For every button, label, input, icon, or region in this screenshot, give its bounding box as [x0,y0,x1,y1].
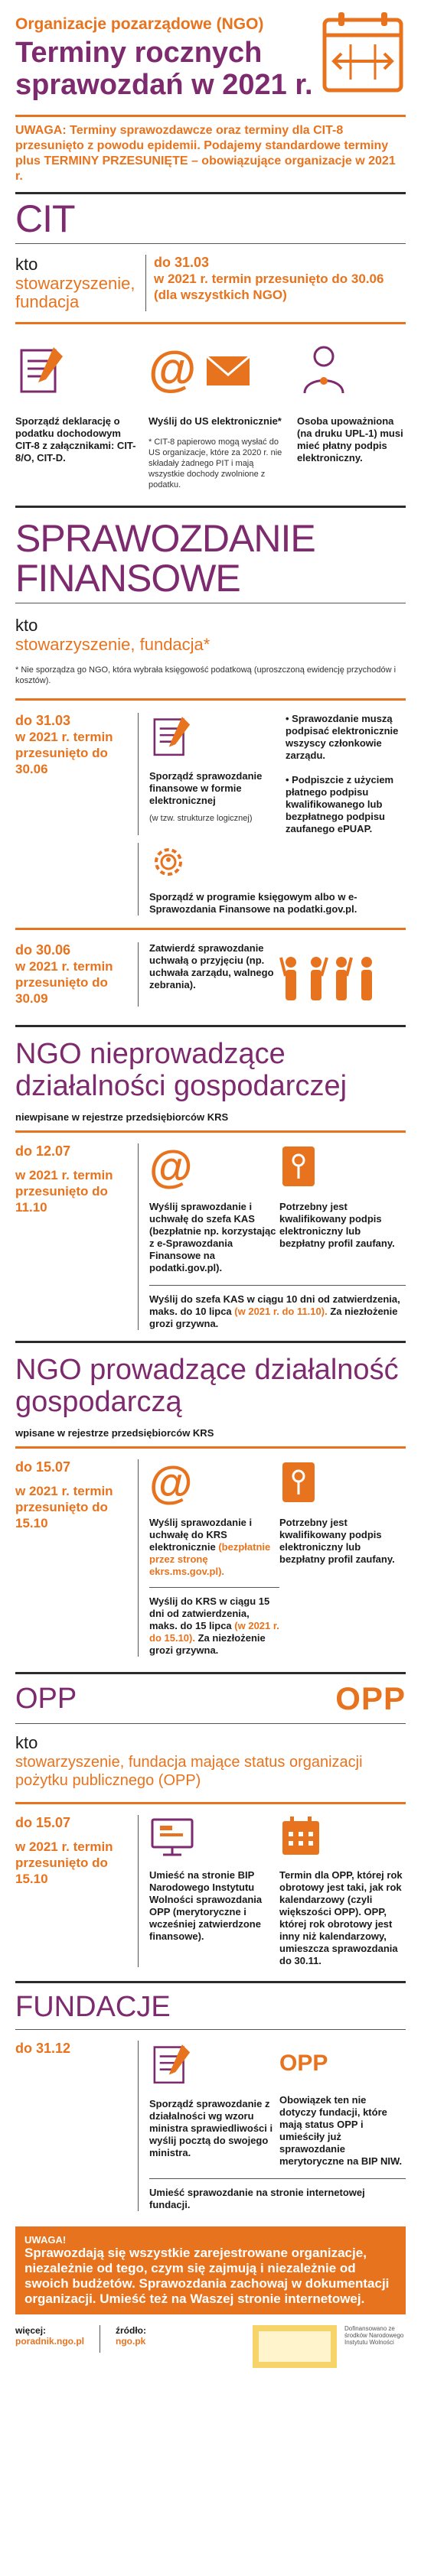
ngo-p-step2: Potrzebny jest kwalifikowany podpis elektroniczny lub bezpłatny profil zaufany. [279,1517,395,1565]
ngo-label: Organizacje pozarządowe (NGO) [15,15,264,33]
cit-step3: Osoba upoważniona (na druku UPL-1) musi mieć płatny podpis elektroniczny. [297,415,403,463]
footer-logo-text: Dofinansowano ze środków Narodowego Instytutu Wolności [344,2325,404,2346]
fin-deadline-1: do 31.03 w 2021 r. termin przesunięto do 30.06 [15,713,113,776]
document-icon [149,713,195,759]
fin-deadline-2: do 30.06 w 2021 r. termin przesunięto do 30.09 [15,942,113,1006]
opp-deadline: do 15.07 w 2021 r. termin przesunięto do 15.10 [15,1815,113,1886]
calendar-small-icon [279,1815,322,1858]
fin-step2a: • Sprawozdanie muszą podpisać elektronicznie wszyscy członkowie zarządu. [286,713,399,761]
section-title-fin: SPRAWOZDANIE FINANSOWE [15,517,315,600]
warning-text: UWAGA: Terminy sprawozdawcze oraz terminy dla CIT-8 przesunięto z powodu epidemii. Podajemy standardowe terminy plus TERMINY PRZESUNIĘTE – obowiązujące organizacje w 2021 r. [15,124,396,183]
section-title-ngo-np: NGO nieprowadzące działalności gospodarczej [15,1038,348,1102]
footer-source: źródło: [116,2325,146,2336]
cit-step2: Wyślij do US elektronicznie* [148,415,282,427]
ngo-np-step1: Wyślij sprawozdanie i uchwałę do szefa KAS (bezpłatnie np. korzystając z e-Sprawozdania Finansowe na podatki.gov.pl). [149,1201,276,1273]
at-icon [149,1459,195,1505]
footer-more: więcej: [15,2325,47,2336]
ngo-np-step3: Wyślij do szefa KAS w ciągu 10 dni od zatwierdzenia, maks. do 10 lipca (w 2021 r. do 11.10). Za niezłożenie grozi grzywna. [149,1293,400,1329]
footer-source-link[interactable]: ngo.pk [116,2336,146,2347]
fin-step1-note: (w tzw. strukturze logicznej) [149,814,253,823]
ngo-np-step2: Potrzebny jest kwalifikowany podpis elektroniczny lub bezpłatny profil zaufany. [279,1201,395,1249]
footer [0,2314,421,2379]
section-title-fund: FUNDACJE [15,1991,171,2023]
email-icon [148,343,256,396]
notice-box [15,2226,406,2314]
notice-body: Sprawozdają się wszystkie zarejestrowane organizacje, niezależnie od tego, czym się zajmują i niezależnie od swoich budżetów. Sprawozdania zachowaj w dokumentacji organizacji. Umieść też na Waszej stronie internetowej. [24,2246,390,2306]
key-icon [279,1143,318,1189]
key-icon [279,1459,318,1505]
cit-step2-note: * CIT-8 papierowo mogą wysłać do US organizacje, które za 2020 r. nie składały żadnego PIT i mają wszystkie dochody zwolnione z podatku. [148,437,282,490]
opp-logo-small: OPP [279,2051,328,2076]
opp-kto: kto [15,1733,38,1752]
fin-note: * Nie sporządza go NGO, która wybrała księgowość podatkową (uproszczoną ewidencję przychodów i kosztów). [15,665,397,685]
document-icon [15,343,69,396]
section-title-cit: CIT [15,197,75,240]
niw-logo [253,2325,337,2368]
header [0,0,421,115]
opp-who: stowarzyszenie, fundacja mające status organizacji pożytku publicznego (OPP) [15,1754,363,1789]
ngo-p-step3: Wyślij do KRS w ciągu 15 dni od zatwierdzenia, maks. do 15 lipca (w 2021 r. do 15.10). Za niezłożenie grozi grzywna. [149,1595,279,1656]
footer-more-link[interactable]: poradnik.ngo.pl [15,2336,84,2347]
fund-step3: Umieść sprawozdanie na stronie internetowej fundacji. [149,2187,365,2210]
people-icon [279,942,406,1007]
section-title-ngo-p: NGO prowadzące działalność gospodarczą [15,1354,399,1418]
ngo-p-deadline: do 15.07 w 2021 r. termin przesunięto do 15.10 [15,1459,113,1530]
monitor-icon [149,1815,195,1858]
fin-who: stowarzyszenie, fundacja* [15,635,210,654]
at-icon [149,1143,195,1189]
cit-step1: Sporządź deklarację o podatku dochodowym CIT-8 z załącznikami: CIT-8/O, CIT-D. [15,415,136,463]
notice-head: UWAGA! [24,2234,67,2246]
fin-step4: Zatwierdź sprawozdanie uchwałą o przyjęciu (np. uchwała zarządu, walnego zebrania). [149,942,274,990]
gear-icon [149,843,188,881]
ngo-np-deadline: do 12.07 w 2021 r. termin przesunięto do 11.10 [15,1143,113,1215]
fin-step3: Sporządź w programie księgowym albo w e-Sprawozdania Finansowe na podatki.gov.pl. [149,891,357,915]
ngo-p-step1: Wyślij sprawozdanie i uchwałę do KRS elektronicznie (bezpłatnie przez stronę ekrs.ms.gov.pl). [149,1517,271,1577]
fund-step1: Sporządź sprawozdanie z działalności wg wzoru ministra sprawiedliwości i wyślij pocztą do swojego ministra. [149,2098,273,2158]
svg-text:@: @ [149,1143,193,1189]
fund-deadline: do 31.12 [15,2041,71,2056]
cit-who: kto stowarzyszenie, fundacja [15,255,135,311]
fin-step2b: • Podpiszcie z użyciem płatnego podpisu kwalifikowanego lub bezpłatnego podpisu zaufanego ePUAP. [286,774,394,834]
document-icon [149,2041,195,2086]
page-title: Terminy rocznych sprawozdań w 2021 r. [15,37,313,101]
opp-step2: Termin dla OPP, której rok obrotowy jest taki, jak rok kalendarzowy (czyli większości OPP). OPP, której rok obrotowy jest inny niż kalendarzowy, umieszcza sprawozdania do 30.11. [279,1869,403,1966]
fin-step1: Sporządź sprawozdanie finansowe w formie elektronicznej [149,770,263,806]
ngo-p-sub: wpisane w rejestrze przedsiębiorców KRS [15,1427,214,1439]
opp-step1: Umieść na stronie BIP Narodowego Instytutu Wolności sprawozdania OPP (merytoryczne i wcześniej zatwierdzone finansowe). [149,1869,263,1942]
cit-deadline: do 31.03 w 2021 r. termin przesunięto do 30.06 (dla wszystkich NGO) [154,255,384,302]
svg-text:@: @ [148,343,197,396]
fin-kto: kto [15,616,38,635]
svg-text:@: @ [149,1459,193,1505]
person-icon [297,343,351,396]
fund-step2: Obowiązek ten nie dotyczy fundacji, które mają status OPP i umieściły już sprawozdanie merytoryczne na BIP NIW. [279,2094,403,2167]
ngo-np-sub: niewpisane w rejestrze przedsiębiorców KRS [15,1111,229,1123]
calendar-icon [320,9,406,95]
section-title-opp: OPP [15,1683,77,1715]
opp-logo: OPP [335,1680,406,1716]
